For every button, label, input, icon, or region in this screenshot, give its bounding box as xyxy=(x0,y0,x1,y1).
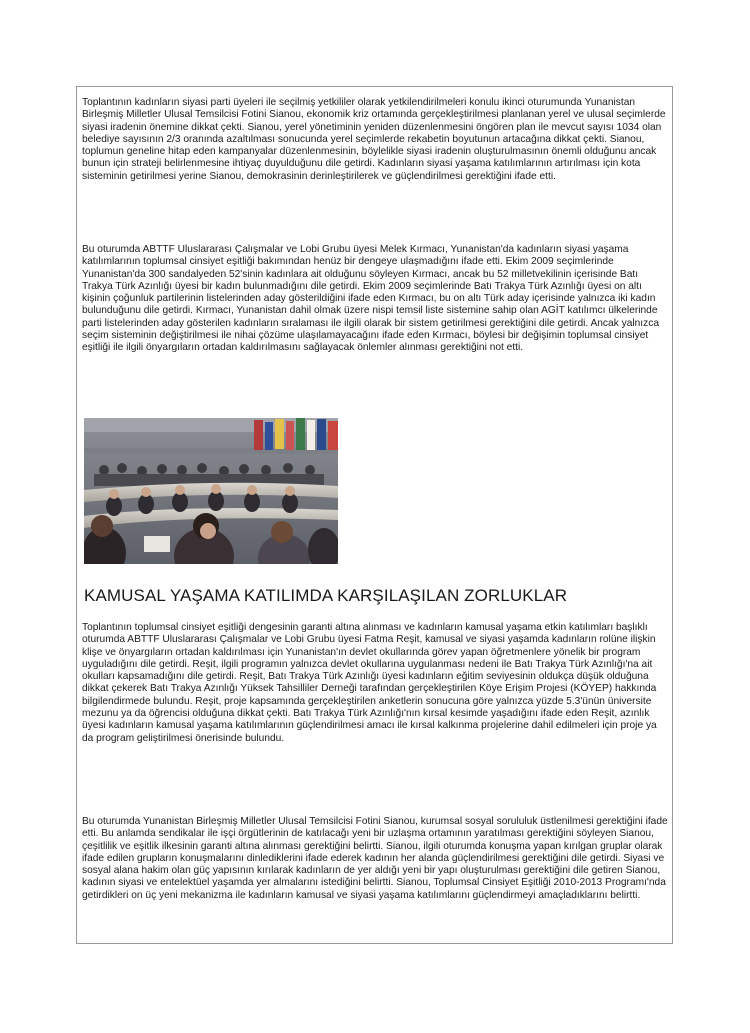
paragraph-sianou-local-elections: Toplantının kadınların siyasi parti üyeleri ile seçilmiş yetkililer olarak yetkilendirilmeleri konulu ikinci oturumunda Yunanistan Birleşmiş Milletler Ulusal Temsilcisi Fotini Sianou, ekonomik kriz ortamında gerçekleştirilmesi planlanan yerel ve ulusal seçimlerde siyasi iradenin önemine dikkat çekti. Sianou, yerel yönetiminin yeniden düzenlenmesini öngören plan ile mevcut sayısı 1034 olan belediye sayısının 2/3 oranında azaltılması sonucunda yerel seçimlerde rekabetin boyutunun artacağına dikkat çekti. Sianou, toplumun geneline hitap eden kampanyalar düzenlenmesinin, böylelikle siyasi iradenin oluşturulmasının önemli olduğunu ancak bunun için strateji belirlenmesine ihtiyaç duyulduğunu dile getirdi. Kadınların siyasi yaşama katılımlarının artırılması için kota sisteminin getirilmesi yerine Sianou, demokrasinin derinleştirilerek ve güçlendirilmesi gerektiğini ifade etti. xyxy=(82,97,666,182)
section-heading: KAMUSAL YAŞAMA KATILIMDA KARŞILAŞILAN ZORLUKLAR xyxy=(84,586,568,605)
paragraph-resit-public-life: Toplantının toplumsal cinsiyet eşitliği dengesinin garanti altına alınması ve kadınların kamusal yaşama etkin katılımları başlıklı oturumda ABTTF Uluslararası Çalışmalar ve Lobi Grubu üyesi Fatma Reşit, kamusal ve siyasi yaşamda kadınların rolüne ilişkin klişe ve önyargıların ortadan kaldırılması için Yunanistan'ın devlet okullarında görev yapan öğretmenlere yönelik bir program uyguladığını dile getirdi. Reşit, ilgili programın yalnızca devlet okullarına uygulanması nedeni ile Batı Trakya Türk Azınlığı'na ait okulları kapsamadığını dile getirdi. Reşit, Batı Trakya Türk Azınlığı üyesi kadınların eğitim seviyesinin oldukça düşük olduğuna dikkat çekerek Batı Trakya Azınlığı Yüksek Tahsilliler Derneği tarafından gerçekleştirilen Köye Erişim Projesi (KÖYEP) hakkında bilgilendirmede bulundu. Reşit, proje kapsamında gerçekleştirilen anketlerin sonucuna göre yalnızca yüzde 5.3'ünün üniversite mezunu ya da öğrencisi olduğuna dikkat çekti. Batı Trakya Türk Azınlığı'nın kırsal kesimde yaşadığını ifade eden Reşit, azınlık üyesi kadınların kamusal yaşama katılımlarının güçlendirilmesi amacı ile kırsal kalkınma projelerine dahil edilmeleri için proje ya da program geliştirilmesi önerisinde bulundu. xyxy=(82,622,657,744)
paragraph-sianou-social-responsibility: Bu oturumda Yunanistan Birleşmiş Milletler Ulusal Temsilcisi Fotini Sianou, kurumsal sosyal sorululuk üstlenilmesi gerektiğini ifade etti. Bu anlamda sendikalar ile işçi örgütlerinin de katılacağı yeni bir uzlaşma ortamının yaratılması gerektiğini söyleyen Sianou, çeşitlilik ve eşitlik ilkesinin garanti altına alınması gerektiğini belirtti. Sianou, ilgili oturumda konuşma yapan kırılgan gruplar olarak ifade edilen grupların konuşmalarını dinlediklerini ifade ederek kadının her alanda güçlendirilmesi gerektiğini dile getirdi. Siyasi ve sosyal alana hakim olan güç yapısının kırılarak kadınların de yer aldığı yeni bir yapı oluşturulması gerektiğini dile getiren Sianou, kadının siyasi ve entelektüel yaşamda yer almalarını istediğini belirtti. Sianou, Toplumsal Cinsiyet Eşitliği 2010-2013 Programı'nda getirdikleri on üç yeni mekanizma ile kadınların kamusal ve siyasi yaşama katılımlarını güçlendirmeyi amaçladıklarını belirtti. xyxy=(82,816,668,901)
meeting-photo xyxy=(84,418,338,564)
paragraph-kirmaci-representation: Bu oturumda ABTTF Uluslararası Çalışmalar ve Lobi Grubu üyesi Melek Kırmacı, Yunanistan'da kadınların siyasi yaşama katılımlarının toplumsal cinsiyet eşitliği bakımından henüz bir dengeye ulaşmadığını ifade etti. Ekim 2009 seçimlerinde Yunanistan'da 300 sandalyeden 52'sinin kadınlara ait olduğunu söyleyen Kırmacı, ancak bu 52 milletvekilinin içerisinde Batı Trakya Türk Azınlığı üyesi bir kadın bulunmadığını dile getirdi. Ekim 2009 seçimlerinde Batı Trakya Türk Azınlığı üyesi on altı kişinin çoğunluk partilerinin listelerinden aday gösterildiğini ifade eden Kırmacı, bu on altı Türk aday içerisinde yalnızca iki kadın bulunduğunu dile getirdi. Kırmacı, Yunanistan dahil olmak üzere nispi temsil liste sistemine sahip olan AGİT katılımcı ülkelerinde parti listelerinden aday gösterilen kadınların sıralaması ile ilgili olarak bir sistem getirilmesi gerektiğini dile getirdi. Ancak yalnızca seçim sisteminin değiştirilmesi ile nihai çözüme ulaşılamayacağını ifade eden Kırmacı, böylesi bir değişimin toplumsal cinsiyet eşitliği ile ilgili önyargıların ortadan kaldırılmasını sağlayacak önlemler alınması gerektiğini not etti. xyxy=(82,244,659,354)
